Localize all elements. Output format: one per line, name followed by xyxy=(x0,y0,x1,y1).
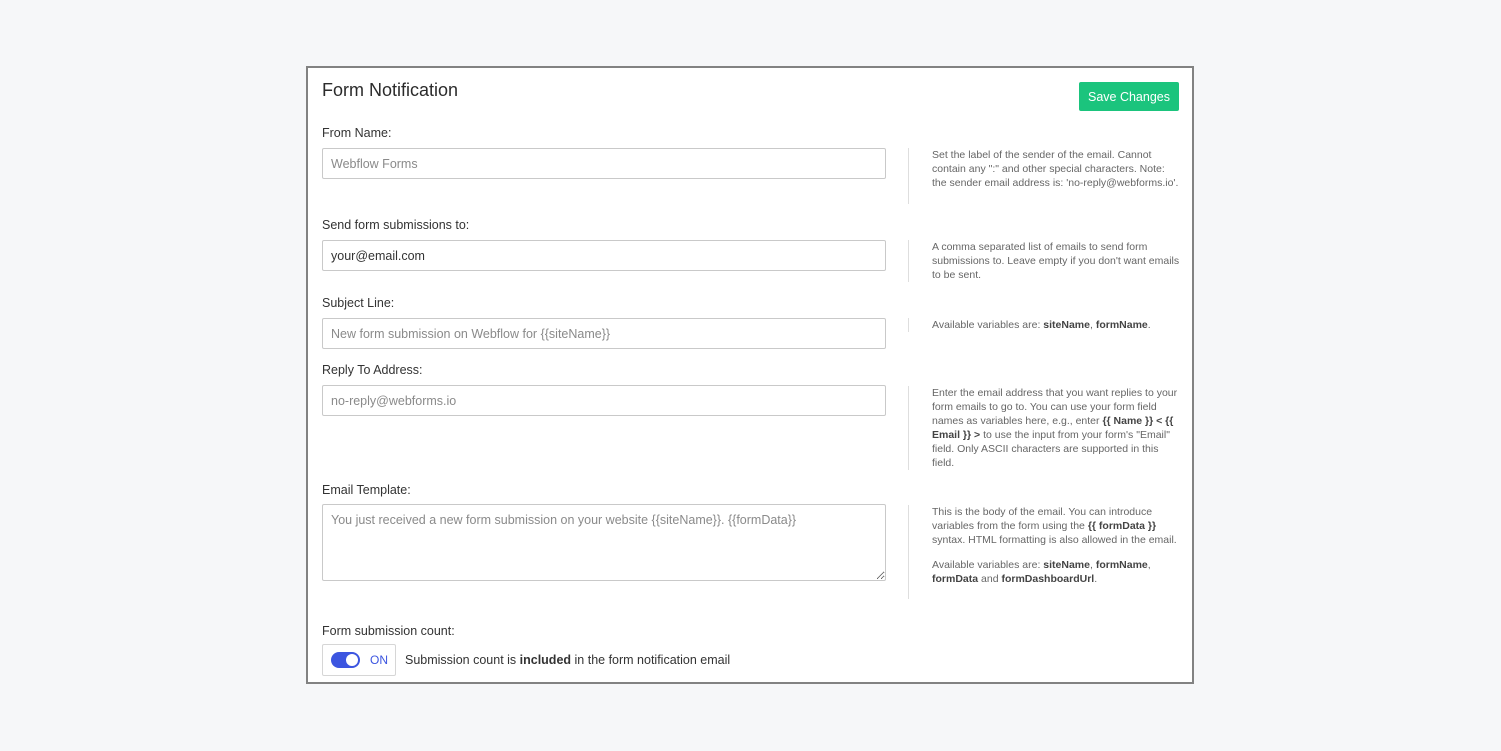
desc-text-end: in the form notification email xyxy=(571,653,731,667)
form-notification-panel xyxy=(306,66,1194,684)
variable-formdata: formData xyxy=(932,573,979,585)
from-name-help-text: Set the label of the sender of the email. Cannot contain any ":" and other special characters. Note: the sender email address is: 'no-reply@webforms.io'. xyxy=(932,149,1179,189)
variable-sitename: siteName xyxy=(1043,319,1090,331)
separator: , xyxy=(1147,559,1151,571)
from-name-label: From Name: xyxy=(322,126,392,140)
email-template-help-variables xyxy=(932,558,1180,586)
reply-to-label: Reply To Address: xyxy=(322,363,423,377)
formdata-syntax: {{ formData }} xyxy=(1087,520,1157,532)
email-template-help xyxy=(908,505,1180,599)
help-text: Available variables are: xyxy=(932,559,1044,571)
separator: and xyxy=(978,573,1002,585)
submission-count-description xyxy=(405,653,730,667)
send-to-help xyxy=(908,240,1180,282)
reply-to-help-text-end: to use the input from your form's "Email" field. Only ASCII characters are supported in this field. xyxy=(932,429,1170,469)
send-to-label: Send form submissions to: xyxy=(322,218,470,232)
page-title: Form Notification xyxy=(322,80,459,100)
help-text-end: syntax. HTML formatting is also allowed in the email. xyxy=(932,534,1177,546)
variable-formname: formName xyxy=(1095,319,1148,331)
submission-count-label: Form submission count: xyxy=(322,624,455,638)
subject-help-text: Available variables are: xyxy=(932,319,1044,331)
reply-to-input[interactable] xyxy=(322,385,886,416)
send-to-help-text: A comma separated list of emails to send form submissions to. Leave empty if you don't want emails to be sent. xyxy=(932,241,1180,281)
submission-count-toggle[interactable] xyxy=(322,644,396,676)
subject-line-label: Subject Line: xyxy=(322,296,395,310)
from-name-input[interactable] xyxy=(322,148,886,179)
email-template-help-body xyxy=(932,505,1180,547)
toggle-knob xyxy=(346,654,358,666)
subject-line-input[interactable] xyxy=(322,318,886,349)
reply-to-help-text: Enter the email address that you want replies to your form emails to go to. You can use your form field names as variables here, e.g., enter xyxy=(932,387,1178,427)
toggle-track[interactable] xyxy=(331,652,360,668)
variable-formname: formName xyxy=(1095,559,1148,571)
variable-sitename: siteName xyxy=(1043,559,1090,571)
email-template-textarea[interactable] xyxy=(322,504,886,581)
reply-to-help xyxy=(908,386,1180,470)
separator: , xyxy=(1090,319,1096,331)
subject-line-help xyxy=(908,318,1180,332)
desc-included: included xyxy=(519,653,572,667)
desc-text: Submission count is xyxy=(405,653,520,667)
toggle-state-label: ON xyxy=(370,653,388,667)
help-text: This is the body of the email. You can introduce variables from the form using the xyxy=(932,506,1153,532)
variable-formdashboardurl: formDashboardUrl xyxy=(1001,573,1095,585)
reply-to-help-example: {{ Name }} < {{ Email }} > xyxy=(932,415,1174,441)
period: . xyxy=(1094,573,1098,585)
email-template-label: Email Template: xyxy=(322,483,411,497)
from-name-help xyxy=(908,148,1180,204)
send-to-input[interactable] xyxy=(322,240,886,271)
separator: , xyxy=(1090,559,1096,571)
period: . xyxy=(1147,319,1151,331)
save-changes-button[interactable]: Save Changes xyxy=(1079,82,1179,111)
